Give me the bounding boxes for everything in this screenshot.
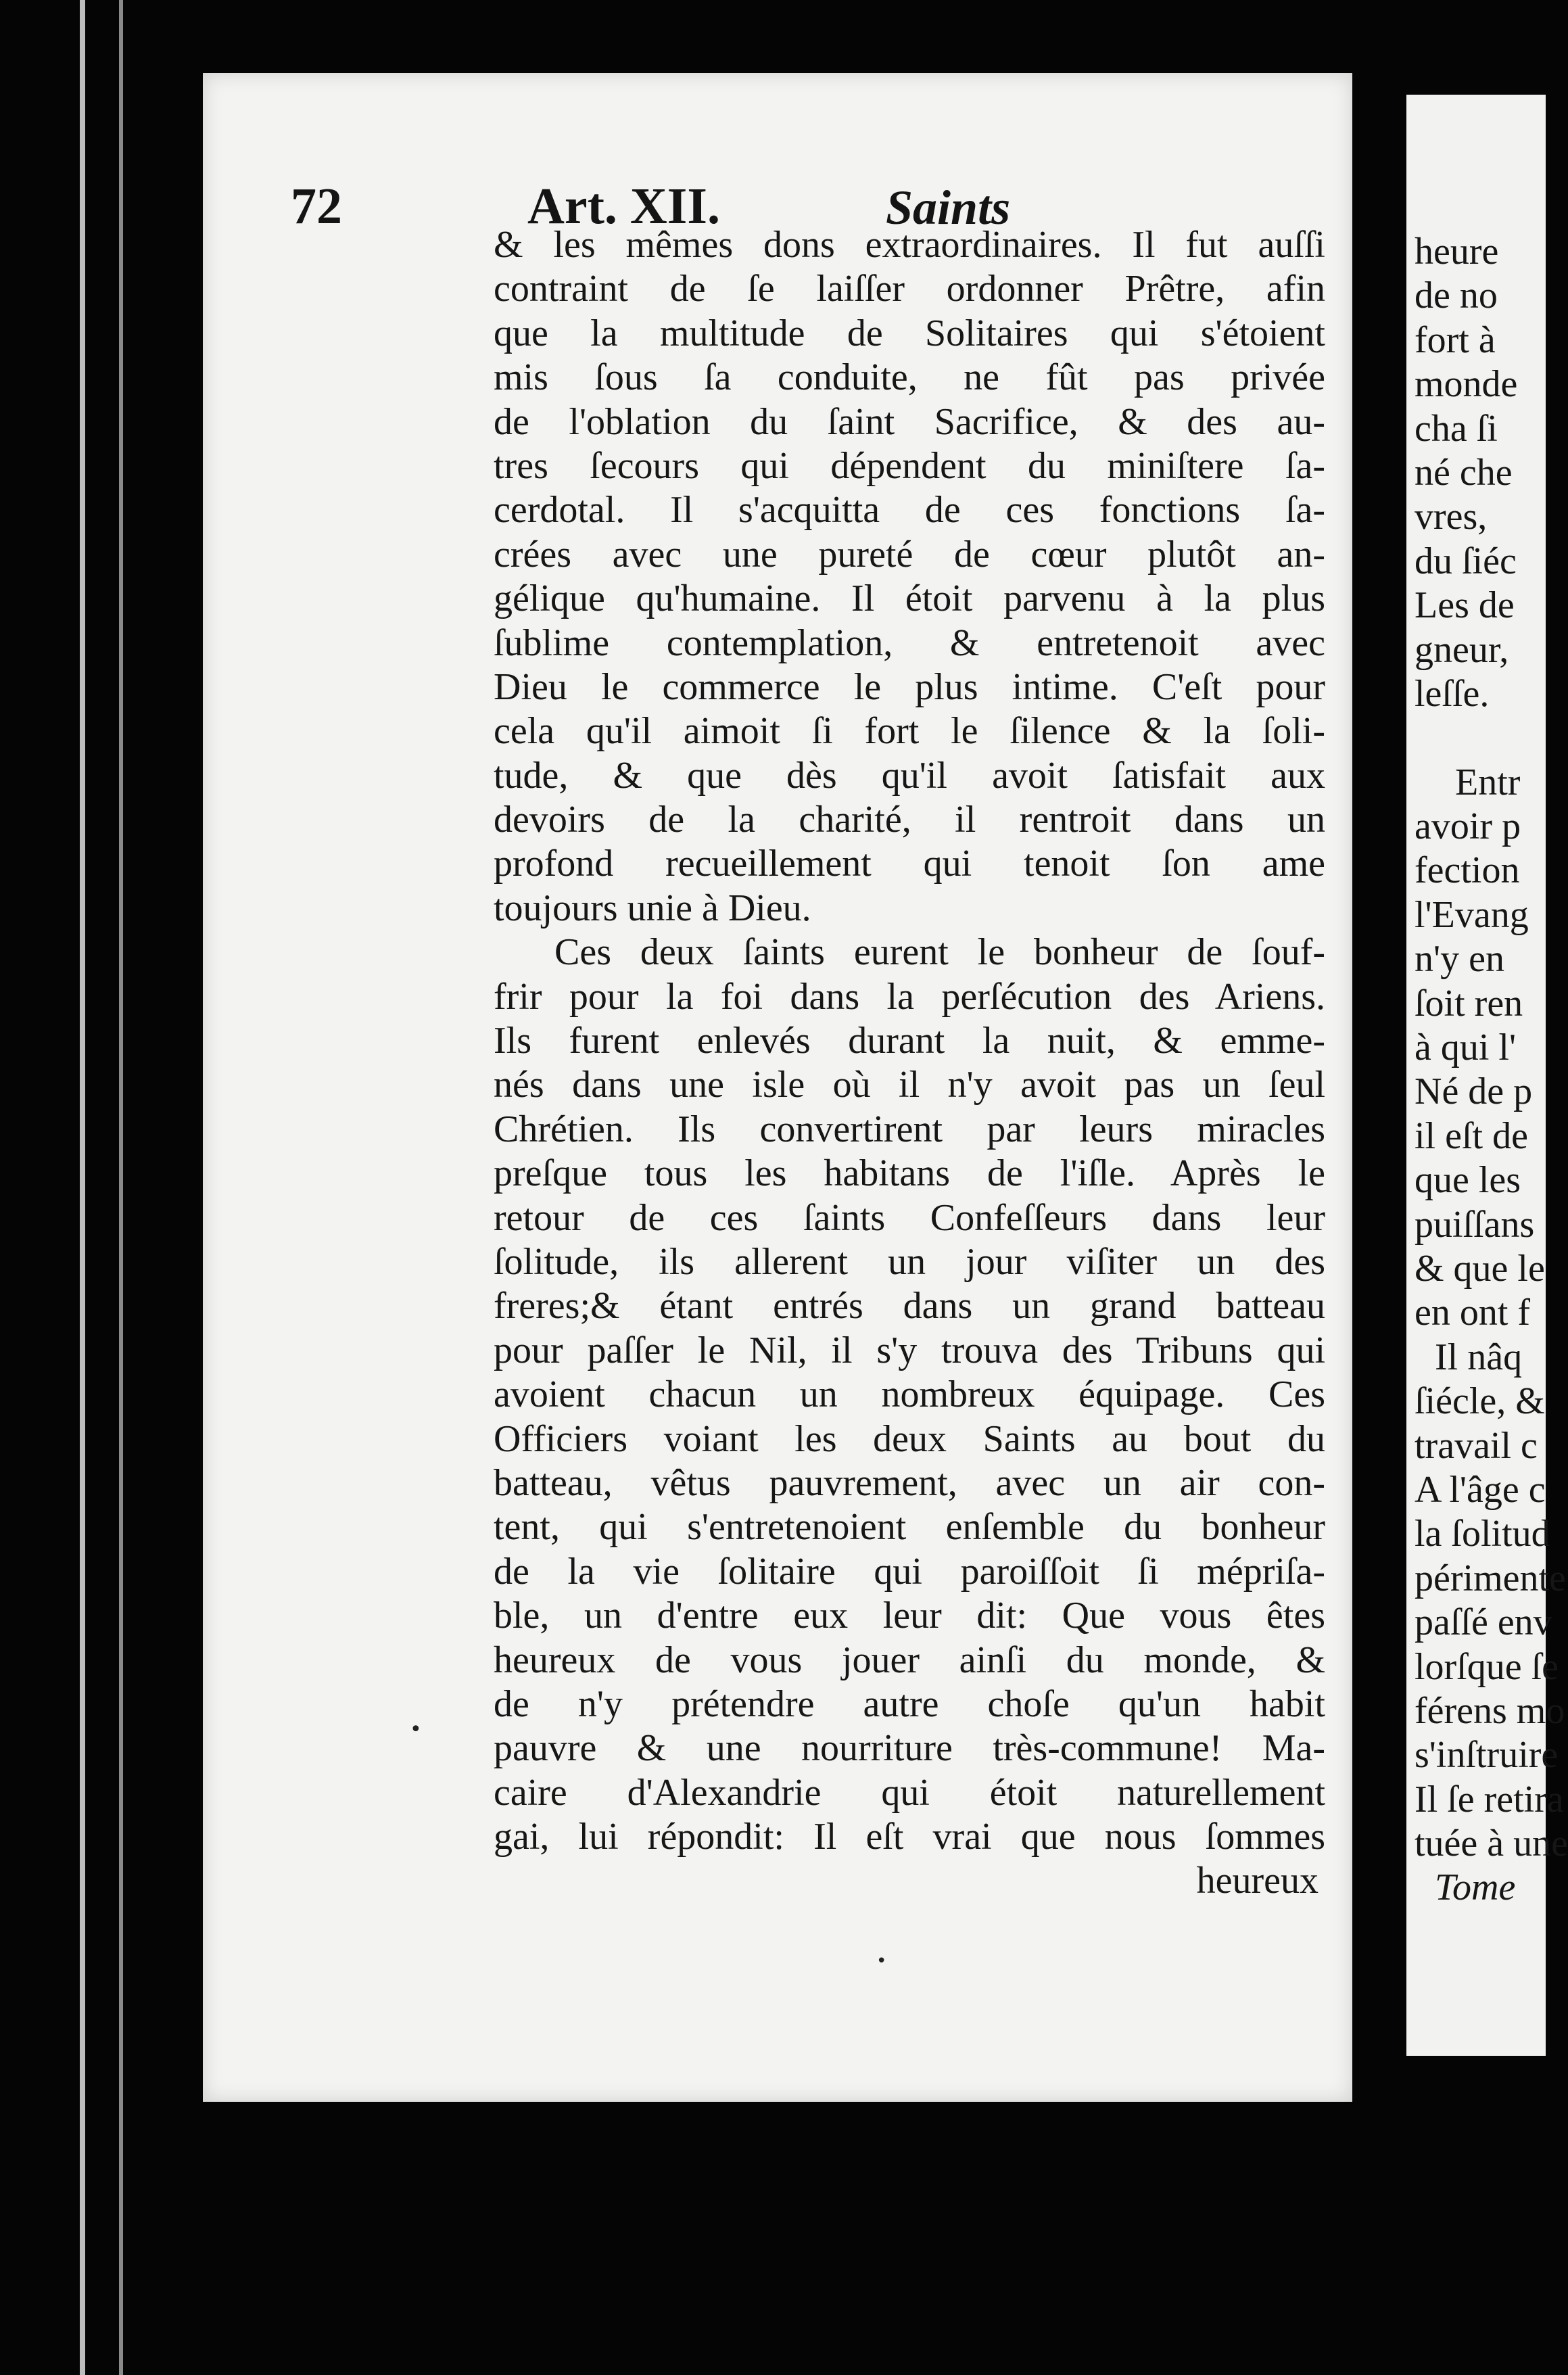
fragment-line: né che: [1415, 451, 1513, 494]
text-line: ſublime contemplation, & entretenoit avec: [494, 621, 1325, 664]
text-line: gélique qu'humaine. Il étoit parvenu à la plus: [494, 578, 1325, 620]
text-line: gai, lui répondit: Il eſt vrai que nous ſommes: [494, 1816, 1325, 1858]
fragment-line: de no: [1415, 275, 1498, 317]
fragment-line: férens mo: [1415, 1689, 1565, 1732]
text-line: Ces deux ſaints eurent le bonheur de ſouf-: [554, 931, 1325, 974]
text-line: avoient chacun un nombreux équipage. Ces: [494, 1373, 1325, 1416]
main-text-column: [494, 223, 1325, 1904]
fragment-line: A l'âge c: [1415, 1468, 1546, 1511]
fragment-line: la ſolitud: [1415, 1513, 1550, 1555]
fragment-line: Tome: [1435, 1866, 1516, 1909]
fragment-line: [1415, 716, 1550, 760]
text-line: que la multitude de Solitaires qui s'étoient: [494, 312, 1325, 354]
fragment-line: paſſé env: [1415, 1601, 1552, 1644]
text-line: ble, un d'entre eux leur dit: Que vous êtes: [494, 1595, 1325, 1637]
running-title: Art. XII.: [527, 178, 720, 235]
fragment-line: travail c: [1415, 1424, 1538, 1467]
text-line: caire d'Alexandrie qui étoit naturellement: [494, 1771, 1325, 1814]
text-line: de la vie ſolitaire qui paroiſſoit ſi mépriſa-: [494, 1550, 1325, 1593]
text-line: preſque tous les habitans de l'iſle. Après le: [494, 1152, 1325, 1195]
fragment-line: en ont f: [1415, 1292, 1531, 1334]
text-line: toujours unie à Dieu.: [494, 887, 811, 929]
text-line: contraint de ſe laiſſer ordonner Prêtre, afin: [494, 268, 1325, 310]
fragment-line: Il ſe retira: [1415, 1778, 1564, 1820]
text-line: devoirs de la charité, il rentroit dans un: [494, 799, 1325, 841]
ink-speck: •: [410, 1718, 422, 1741]
text-line: retour de ces ſaints Confeſſeurs dans leur: [494, 1196, 1325, 1239]
fragment-line: heure: [1415, 231, 1499, 273]
fragment-line: ſiécle, &: [1415, 1380, 1545, 1423]
text-line: cerdotal. Il s'acquitta de ces fonctions ſa-: [494, 489, 1325, 532]
fragment-line: & que le: [1415, 1247, 1545, 1290]
text-line: batteau, vêtus pauvrement, avec un air con-: [494, 1461, 1325, 1504]
text-line: frir pour la foi dans la perſécution des Ariens.: [494, 975, 1325, 1018]
text-line: de l'oblation du ſaint Sacrifice, & des au-: [494, 400, 1325, 443]
fragment-line: que les: [1415, 1159, 1521, 1202]
fragment-line: périmente: [1415, 1557, 1566, 1599]
text-line: mis ſous ſa conduite, ne fût pas privée: [494, 356, 1325, 399]
text-line: heureux de vous jouer ainſi du monde, &: [494, 1639, 1325, 1681]
text-line: crées avec une pureté de cœur plutôt an-: [494, 533, 1325, 575]
fragment-line: gneur,: [1415, 628, 1509, 671]
fragment-line: fection: [1415, 849, 1520, 892]
fragment-line: vres,: [1415, 496, 1488, 538]
fragment-line: n'y en: [1415, 938, 1504, 981]
fragment-line: Les de: [1415, 584, 1515, 627]
fragment-line: fort à: [1415, 319, 1496, 361]
text-line: nés dans une isle où il n'y avoit pas un ſeul: [494, 1064, 1325, 1106]
fragment-line: cha ſi: [1415, 407, 1498, 450]
text-line: pauvre & une nourriture très-commune! Ma-: [494, 1727, 1325, 1770]
right-page-text-fragment: [1415, 230, 1568, 1910]
text-line: tres ſecours qui dépendent du miniſtere ſa-: [494, 444, 1325, 487]
spine-edge-line: [80, 0, 85, 2375]
text-line: de n'y prétendre autre choſe qu'un habit: [494, 1683, 1325, 1725]
fragment-line: il eſt de: [1415, 1114, 1528, 1157]
fragment-line: puiſſans: [1415, 1203, 1535, 1246]
fragment-line: Il nâq: [1435, 1336, 1523, 1378]
text-line: tude, & que dès qu'il avoit ſatisfait aux: [494, 754, 1325, 797]
fragment-line: Né de p: [1415, 1071, 1533, 1113]
text-line: cela qu'il aimoit ſi fort le ſilence & la ſoli-: [494, 710, 1325, 753]
text-line: ſolitude, ils allerent un jour viſiter un des: [494, 1240, 1325, 1283]
fragment-line: s'inſtruire: [1415, 1734, 1559, 1777]
fragment-line: monde: [1415, 363, 1518, 406]
running-title-italic: Saints: [886, 181, 1011, 235]
fragment-line: Entr: [1455, 761, 1521, 803]
text-line: Dieu le commerce le plus intime. C'eſt pour: [494, 665, 1325, 708]
fragment-line: l'Evang: [1415, 893, 1529, 936]
fragment-line: à qui l': [1415, 1027, 1517, 1069]
text-line: Chrétien. Ils convertirent par leurs miracles: [494, 1108, 1325, 1150]
text-line: Officiers voiant les deux Saints au bout du: [494, 1417, 1325, 1460]
text-line: profond recueillement qui tenoit ſon ame: [494, 843, 1325, 885]
fragment-line: leſſe.: [1415, 672, 1490, 715]
fragment-line: du ſiéc: [1415, 540, 1517, 582]
text-line: Ils furent enlevés durant la nuit, & emme-: [494, 1020, 1325, 1062]
fragment-line: tuée à une: [1415, 1823, 1568, 1865]
catchword: heureux: [1196, 1860, 1318, 1902]
fragment-line: ſoit ren: [1415, 982, 1523, 1025]
text-line: pour paſſer le Nil, il s'y trouva des Tribuns qui: [494, 1329, 1325, 1371]
fragment-line: lorſque ſe: [1415, 1645, 1559, 1688]
ink-speck: •: [876, 1951, 887, 1971]
text-line: tent, qui s'entretenoient enſemble du bonheur: [494, 1506, 1325, 1549]
text-line: & les mêmes dons extraordinaires. Il fut auſſi: [494, 224, 1325, 266]
spine-edge-line: [119, 0, 123, 2375]
fragment-line: avoir p: [1415, 805, 1521, 848]
text-line: freres;& étant entrés dans un grand batteau: [494, 1285, 1325, 1327]
page-number: 72: [291, 178, 342, 235]
